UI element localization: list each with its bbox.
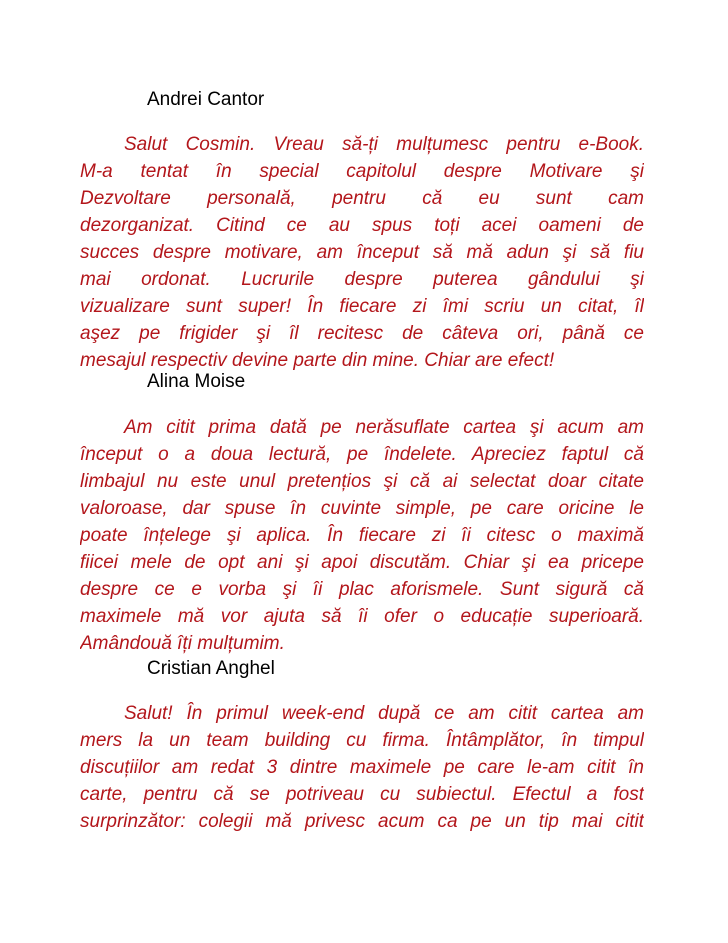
paragraph-line: Salut! În primul week-end după ce am citit cartea am [124, 703, 644, 724]
paragraph-line: Am citit prima dată pe nerăsuflate cartea şi acum am [124, 417, 644, 438]
paragraph-line: maximele mă vor ajuta să îi ofer o educație superioară. [80, 606, 644, 627]
paragraph-line: fiicei mele de opt ani şi apoi discutăm. Chiar şi ea pricepe [80, 552, 644, 573]
testimonial-paragraph [80, 131, 644, 374]
paragraph-line: dezorganizat. Citind ce au spus toți acei oameni de [80, 215, 644, 236]
testimonial-paragraph [80, 700, 644, 835]
paragraph-line: M-a tentat în special capitolul despre Motivare şi [80, 161, 644, 182]
paragraph-line: Dezvoltare personală, pentru că eu sunt cam [80, 188, 644, 209]
paragraph-line: mai ordonat. Lucrurile despre puterea gândului şi [80, 269, 644, 290]
paragraph-line: mesajul respectiv devine parte din mine. Chiar are efect! [80, 350, 555, 371]
paragraph-line: discuțiilor am redat 3 dintre maximele pe care le-am citit în [80, 757, 644, 778]
paragraph-line: Salut Cosmin. Vreau să-ți mulțumesc pentru e-Book. [124, 134, 644, 155]
author-name: Andrei Cantor [147, 89, 265, 110]
paragraph-line: Amândouă îți mulțumim. [80, 633, 285, 654]
author-name: Cristian Anghel [147, 658, 275, 679]
paragraph-line: mers la un team building cu firma. Întâmplător, în timpul [80, 730, 644, 751]
testimonial-paragraph [80, 414, 644, 657]
paragraph-line: surprinzător: colegii mă privesc acum ca pe un tip mai citit [80, 811, 644, 832]
paragraph-line: poate înțelege şi aplica. În fiecare zi îi citesc o maximă [80, 525, 644, 546]
paragraph-line: succes despre motivare, am început să mă adun şi să fiu [80, 242, 644, 263]
paragraph-line: valoroase, dar spuse în cuvinte simple, pe care oricine le [80, 498, 644, 519]
paragraph-line: despre ce e vorba şi îi plac aforismele. Sunt sigură că [80, 579, 644, 600]
paragraph-line: început o a doua lectură, pe îndelete. Apreciez faptul că [80, 444, 644, 465]
paragraph-line: aşez pe frigider şi îl recitesc de câteva ori, până ce [80, 323, 644, 344]
paragraph-line: carte, pentru că se potriveau cu subiectul. Efectul a fost [80, 784, 644, 805]
author-name: Alina Moise [147, 371, 246, 392]
paragraph-line: limbajul nu este unul pretențios şi că ai selectat doar citate [80, 471, 644, 492]
paragraph-line: vizualizare sunt super! În fiecare zi îmi scriu un citat, îl [80, 296, 644, 317]
